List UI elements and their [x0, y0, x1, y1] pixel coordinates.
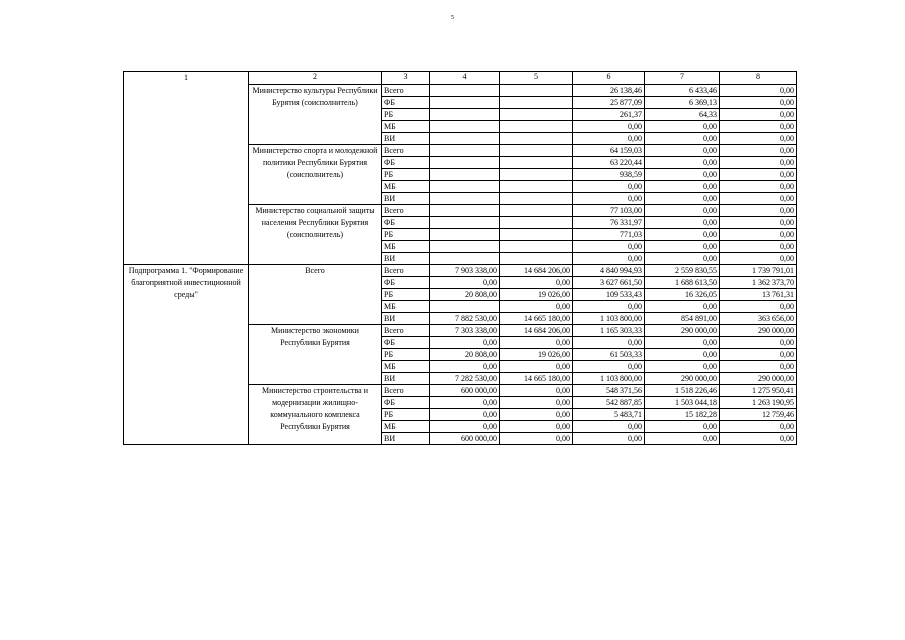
amount-cell-8: 0,00	[720, 132, 797, 144]
funding-source-cell: МБ	[382, 420, 430, 432]
funding-source-cell: МБ	[382, 120, 430, 132]
header-cell-1: 1	[124, 72, 249, 85]
executor-cell: Министерство экономики Республики Бурятия	[249, 324, 382, 384]
amount-cell-5	[500, 132, 573, 144]
amount-cell-5: 0,00	[500, 408, 573, 420]
amount-cell-5: 0,00	[500, 420, 573, 432]
amount-cell-7: 1 503 044,18	[645, 396, 720, 408]
amount-cell-6: 0,00	[573, 240, 645, 252]
funding-source-cell: МБ	[382, 300, 430, 312]
amount-cell-7: 0,00	[645, 420, 720, 432]
amount-cell-6: 61 503,33	[573, 348, 645, 360]
amount-cell-7: 0,00	[645, 144, 720, 156]
header-cell-6: 6	[573, 72, 645, 85]
executor-cell: Министерство спорта и молодежной политики Республики Бурятия (соисполнитель)	[249, 144, 382, 204]
amount-cell-6: 25 877,09	[573, 96, 645, 108]
amount-cell-8: 0,00	[720, 180, 797, 192]
executor-cell: Всего	[249, 264, 382, 324]
amount-cell-6: 1 165 303,33	[573, 324, 645, 336]
funding-source-cell: ВИ	[382, 132, 430, 144]
amount-cell-8: 0,00	[720, 108, 797, 120]
header-row	[124, 72, 797, 85]
amount-cell-6: 64 159,03	[573, 144, 645, 156]
funding-source-cell: ВИ	[382, 432, 430, 444]
amount-cell-8: 0,00	[720, 432, 797, 444]
amount-cell-7: 0,00	[645, 432, 720, 444]
amount-cell-6: 261,37	[573, 108, 645, 120]
amount-cell-4	[430, 84, 500, 96]
amount-cell-7: 1 688 613,50	[645, 276, 720, 288]
amount-cell-6: 0,00	[573, 432, 645, 444]
funding-source-cell: РБ	[382, 108, 430, 120]
amount-cell-7: 290 000,00	[645, 324, 720, 336]
amount-cell-4: 20 808,00	[430, 348, 500, 360]
amount-cell-5	[500, 96, 573, 108]
amount-cell-5: 14 684 206,00	[500, 264, 573, 276]
header-cell-4: 4	[430, 72, 500, 85]
amount-cell-8: 1 263 190,95	[720, 396, 797, 408]
amount-cell-7: 0,00	[645, 336, 720, 348]
amount-cell-4	[430, 300, 500, 312]
funding-source-cell: ВИ	[382, 252, 430, 264]
amount-cell-4	[430, 180, 500, 192]
amount-cell-6: 0,00	[573, 300, 645, 312]
amount-cell-8: 0,00	[720, 336, 797, 348]
funding-source-cell: ФБ	[382, 396, 430, 408]
amount-cell-5	[500, 180, 573, 192]
amount-cell-6: 5 483,71	[573, 408, 645, 420]
amount-cell-6: 0,00	[573, 336, 645, 348]
amount-cell-4: 0,00	[430, 276, 500, 288]
funding-source-cell: ВИ	[382, 192, 430, 204]
amount-cell-4: 0,00	[430, 408, 500, 420]
amount-cell-5: 0,00	[500, 432, 573, 444]
amount-cell-8: 0,00	[720, 348, 797, 360]
amount-cell-6: 76 331,97	[573, 216, 645, 228]
amount-cell-5: 19 026,00	[500, 288, 573, 300]
amount-cell-5	[500, 204, 573, 216]
amount-cell-7: 0,00	[645, 120, 720, 132]
funding-source-cell: РБ	[382, 168, 430, 180]
amount-cell-8: 0,00	[720, 252, 797, 264]
amount-cell-6: 0,00	[573, 132, 645, 144]
amount-cell-5: 14 684 206,00	[500, 324, 573, 336]
funding-source-cell: ФБ	[382, 96, 430, 108]
amount-cell-8: 290 000,00	[720, 372, 797, 384]
amount-cell-4	[430, 168, 500, 180]
amount-cell-6: 542 887,85	[573, 396, 645, 408]
amount-cell-8: 12 759,46	[720, 408, 797, 420]
amount-cell-6: 0,00	[573, 252, 645, 264]
amount-cell-8: 290 000,00	[720, 324, 797, 336]
amount-cell-4: 7 903 338,00	[430, 264, 500, 276]
amount-cell-7: 0,00	[645, 360, 720, 372]
amount-cell-8: 0,00	[720, 204, 797, 216]
amount-cell-5: 0,00	[500, 276, 573, 288]
amount-cell-6: 3 627 661,50	[573, 276, 645, 288]
amount-cell-7: 0,00	[645, 252, 720, 264]
amount-cell-4	[430, 228, 500, 240]
amount-cell-7: 0,00	[645, 192, 720, 204]
amount-cell-5: 19 026,00	[500, 348, 573, 360]
executor-cell: Министерство социальной защиты населения Республики Бурятия (соисполнитель)	[249, 204, 382, 264]
amount-cell-6: 0,00	[573, 360, 645, 372]
funding-source-cell: ВИ	[382, 312, 430, 324]
amount-cell-7: 0,00	[645, 204, 720, 216]
amount-cell-8: 0,00	[720, 228, 797, 240]
amount-cell-8: 1 275 950,41	[720, 384, 797, 396]
funding-source-cell: Всего	[382, 84, 430, 96]
header-cell-7: 7	[645, 72, 720, 85]
funding-source-cell: МБ	[382, 240, 430, 252]
executor-cell: Министерство строительства и модернизации жилищно-коммунального комплекса Республики Бурятия	[249, 384, 382, 444]
amount-cell-7: 1 518 226,46	[645, 384, 720, 396]
funding-source-cell: МБ	[382, 360, 430, 372]
funding-source-cell: РБ	[382, 228, 430, 240]
funding-source-cell: РБ	[382, 288, 430, 300]
amount-cell-7: 0,00	[645, 240, 720, 252]
amount-cell-5	[500, 228, 573, 240]
table-row	[124, 84, 797, 96]
amount-cell-4	[430, 96, 500, 108]
amount-cell-4: 600 000,00	[430, 432, 500, 444]
amount-cell-4: 0,00	[430, 396, 500, 408]
amount-cell-7: 854 891,00	[645, 312, 720, 324]
amount-cell-6: 0,00	[573, 180, 645, 192]
amount-cell-8: 0,00	[720, 420, 797, 432]
funding-source-cell: Всего	[382, 384, 430, 396]
header-cell-8: 8	[720, 72, 797, 85]
funding-source-cell: Всего	[382, 324, 430, 336]
amount-cell-8: 0,00	[720, 156, 797, 168]
amount-cell-8: 0,00	[720, 192, 797, 204]
amount-cell-6: 0,00	[573, 192, 645, 204]
header-cell-3: 3	[382, 72, 430, 85]
amount-cell-8: 1 362 373,70	[720, 276, 797, 288]
amount-cell-8: 0,00	[720, 216, 797, 228]
amount-cell-8: 0,00	[720, 120, 797, 132]
amount-cell-5	[500, 192, 573, 204]
amount-cell-7: 0,00	[645, 228, 720, 240]
amount-cell-6: 1 103 800,00	[573, 312, 645, 324]
amount-cell-4: 0,00	[430, 420, 500, 432]
amount-cell-5	[500, 108, 573, 120]
funding-source-cell: МБ	[382, 180, 430, 192]
amount-cell-8: 1 739 791,01	[720, 264, 797, 276]
amount-cell-6: 1 103 800,00	[573, 372, 645, 384]
amount-cell-6: 0,00	[573, 420, 645, 432]
amount-cell-5	[500, 120, 573, 132]
amount-cell-5: 0,00	[500, 300, 573, 312]
amount-cell-8: 363 656,00	[720, 312, 797, 324]
amount-cell-4: 20 808,00	[430, 288, 500, 300]
amount-cell-7: 6 369,13	[645, 96, 720, 108]
amount-cell-6: 109 533,43	[573, 288, 645, 300]
funding-source-cell: ФБ	[382, 336, 430, 348]
amount-cell-5: 14 665 180,00	[500, 372, 573, 384]
amount-cell-4	[430, 132, 500, 144]
amount-cell-5	[500, 84, 573, 96]
funding-source-cell: ФБ	[382, 276, 430, 288]
amount-cell-5: 0,00	[500, 384, 573, 396]
amount-cell-7: 6 433,46	[645, 84, 720, 96]
funding-source-cell: Всего	[382, 264, 430, 276]
funding-source-cell: Всего	[382, 204, 430, 216]
amount-cell-7: 0,00	[645, 168, 720, 180]
amount-cell-7: 16 326,05	[645, 288, 720, 300]
amount-cell-8: 0,00	[720, 96, 797, 108]
amount-cell-7: 15 182,28	[645, 408, 720, 420]
amount-cell-4: 0,00	[430, 336, 500, 348]
budget-table	[123, 71, 797, 445]
amount-cell-5	[500, 252, 573, 264]
amount-cell-6: 4 840 994,93	[573, 264, 645, 276]
funding-source-cell: РБ	[382, 408, 430, 420]
amount-cell-4: 600 000,00	[430, 384, 500, 396]
amount-cell-7: 64,33	[645, 108, 720, 120]
amount-cell-6: 0,00	[573, 120, 645, 132]
amount-cell-4: 0,00	[430, 360, 500, 372]
amount-cell-6: 548 371,56	[573, 384, 645, 396]
amount-cell-6: 77 103,00	[573, 204, 645, 216]
funding-source-cell: Всего	[382, 144, 430, 156]
amount-cell-8: 0,00	[720, 168, 797, 180]
funding-source-cell: ВИ	[382, 372, 430, 384]
amount-cell-4	[430, 204, 500, 216]
amount-cell-4: 7 303 338,00	[430, 324, 500, 336]
amount-cell-5	[500, 144, 573, 156]
amount-cell-6: 26 138,46	[573, 84, 645, 96]
funding-source-cell: РБ	[382, 348, 430, 360]
amount-cell-8: 0,00	[720, 360, 797, 372]
table-row	[124, 264, 797, 276]
amount-cell-6: 938,59	[573, 168, 645, 180]
executor-cell: Министерство культуры Республики Бурятия (соисполнитель)	[249, 84, 382, 144]
amount-cell-4	[430, 108, 500, 120]
amount-cell-8: 0,00	[720, 300, 797, 312]
amount-cell-4: 7 282 530,00	[430, 372, 500, 384]
page-number: 5	[451, 15, 454, 21]
amount-cell-4	[430, 252, 500, 264]
amount-cell-5: 0,00	[500, 360, 573, 372]
amount-cell-5: 14 665 180,00	[500, 312, 573, 324]
program-cell-empty	[124, 84, 249, 264]
amount-cell-4	[430, 144, 500, 156]
amount-cell-7: 0,00	[645, 132, 720, 144]
amount-cell-4	[430, 156, 500, 168]
amount-cell-7: 2 559 830,55	[645, 264, 720, 276]
amount-cell-7: 0,00	[645, 300, 720, 312]
amount-cell-7: 290 000,00	[645, 372, 720, 384]
amount-cell-5: 0,00	[500, 396, 573, 408]
amount-cell-8: 0,00	[720, 144, 797, 156]
header-cell-2: 2	[249, 72, 382, 85]
amount-cell-7: 0,00	[645, 216, 720, 228]
amount-cell-5	[500, 156, 573, 168]
amount-cell-7: 0,00	[645, 156, 720, 168]
amount-cell-8: 0,00	[720, 240, 797, 252]
amount-cell-7: 0,00	[645, 348, 720, 360]
header-cell-5: 5	[500, 72, 573, 85]
amount-cell-5	[500, 168, 573, 180]
program-cell: Подпрограмма 1. "Формирование благоприятной инвестиционной среды"	[124, 264, 249, 444]
amount-cell-4	[430, 120, 500, 132]
amount-cell-7: 0,00	[645, 180, 720, 192]
amount-cell-8: 0,00	[720, 84, 797, 96]
amount-cell-5: 0,00	[500, 336, 573, 348]
amount-cell-8: 13 761,31	[720, 288, 797, 300]
funding-source-cell: ФБ	[382, 216, 430, 228]
amount-cell-5	[500, 240, 573, 252]
amount-cell-6: 771,03	[573, 228, 645, 240]
amount-cell-6: 63 220,44	[573, 156, 645, 168]
amount-cell-4	[430, 216, 500, 228]
funding-source-cell: ФБ	[382, 156, 430, 168]
amount-cell-5	[500, 216, 573, 228]
amount-cell-4: 7 882 530,00	[430, 312, 500, 324]
amount-cell-4	[430, 192, 500, 204]
amount-cell-4	[430, 240, 500, 252]
